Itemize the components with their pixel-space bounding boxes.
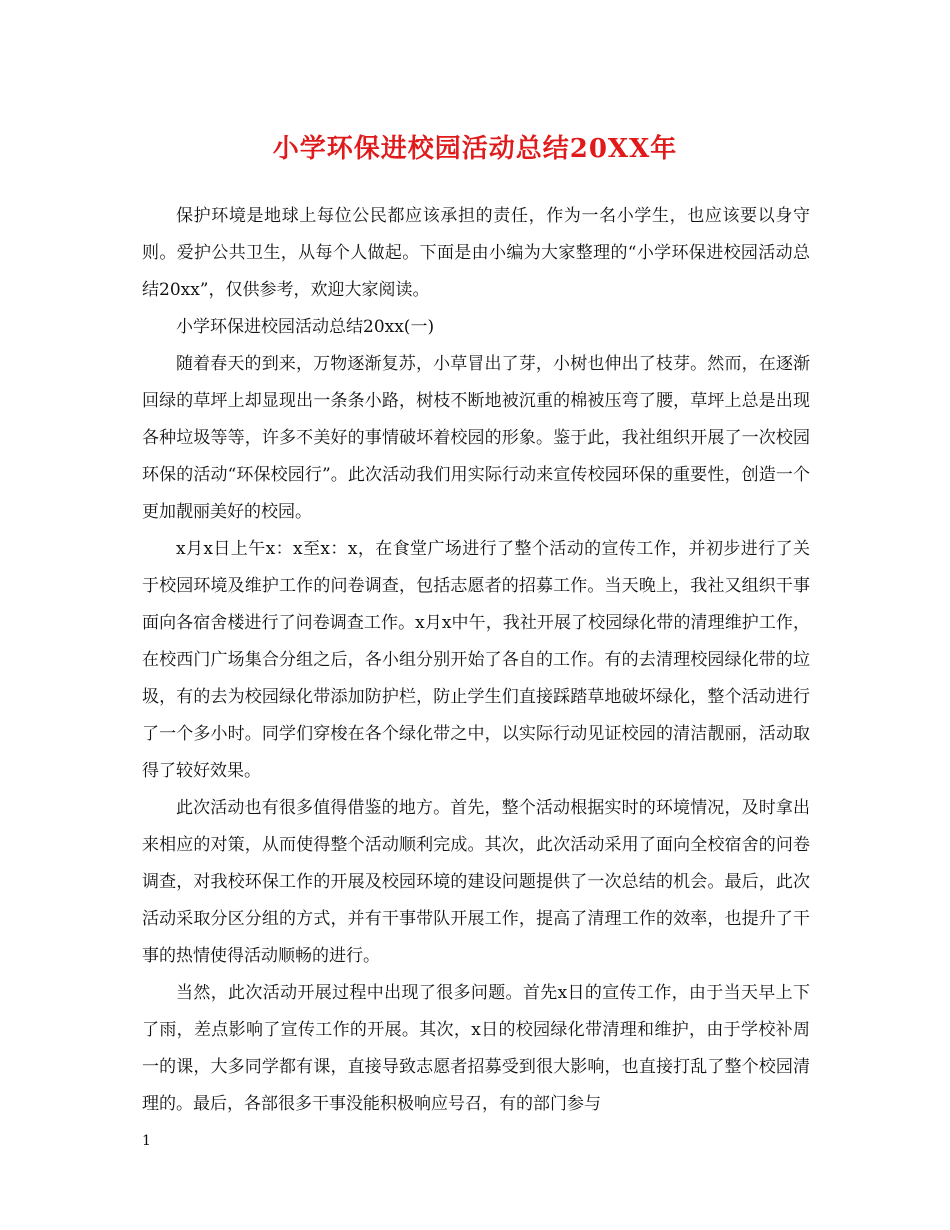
page-number: 1 xyxy=(142,1133,151,1149)
paragraph-strengths: 此次活动也有很多值得借鉴的地方。首先，整个活动根据实时的环境情况，及时拿出来相应的对策，从而使得整个活动顺利完成。其次，此次活动采用了面向全校宿舍的问卷调查，对我校环保工作的开展及校园环境的建设问题提供了一次总结的机会。最后，此次活动采取分区分组的方式，并有干事带队开展工作，提高了清理工作的效率，也提升了干事的热情使得活动顺畅的进行。 xyxy=(142,798,810,966)
paragraph-activities: x月x日上午x：x至x：x，在食堂广场进行了整个活动的宣传工作，并初步进行了关于校园环境及维护工作的问卷调查，包括志愿者的招募工作。当天晚上，我社又组织干事面向各宿舍楼进行了问卷调查工作。x月x中午，我社开展了校园绿化带的清理维护工作，在校西门广场集合分组之后，各小组分别开始了各自的工作。有的去清理校园绿化带的垃圾，有的去为校园绿化带添加防护栏，防止学生们直接踩踏草地破坏绿化，整个活动进行了一个多小时。同学们穿梭在各个绿化带之中，以实际行动见证校园的清洁靓丽，活动取得了较好效果。 xyxy=(142,539,810,781)
document-body xyxy=(142,198,810,1123)
paragraph-background: 随着春天的到来，万物逐渐复苏，小草冒出了芽，小树也伸出了枝芽。然而，在逐渐回绿的草坪上却显现出一条条小路，树枝不断地被沉重的棉被压弯了腰，草坪上总是出现各种垃圾等等，许多不美好的事情破坏着校园的形象。鉴于此，我社组织开展了一次校园环保的活动“环保校园行”。此次活动我们用实际行动来宣传校园环保的重要性，创造一个更加靓丽美好的校园。 xyxy=(142,354,810,522)
paragraph-intro: 保护环境是地球上每位公民都应该承担的责任，作为一名小学生，也应该要以身守则。爱护公共卫生，从每个人做起。下面是由小编为大家整理的“小学环保进校园活动总结20xx”，仅供参考，欢迎大家阅读。 xyxy=(142,206,810,300)
section-heading: 小学环保进校园活动总结20xx(一) xyxy=(176,317,435,337)
document-title: 小学环保进校园活动总结20XX年 xyxy=(272,134,678,164)
paragraph-problems: 当然，此次活动开展过程中出现了很多问题。首先x日的宣传工作，由于当天早上下了雨，差点影响了宣传工作的开展。其次，x日的校园绿化带清理和维护，由于学校补周一的课，大多同学都有课，直接导致志愿者招募受到很大影响，也直接打乱了整个校园清理的。最后，各部很多干事没能积极响应号召，有的部门参与 xyxy=(142,983,810,1114)
